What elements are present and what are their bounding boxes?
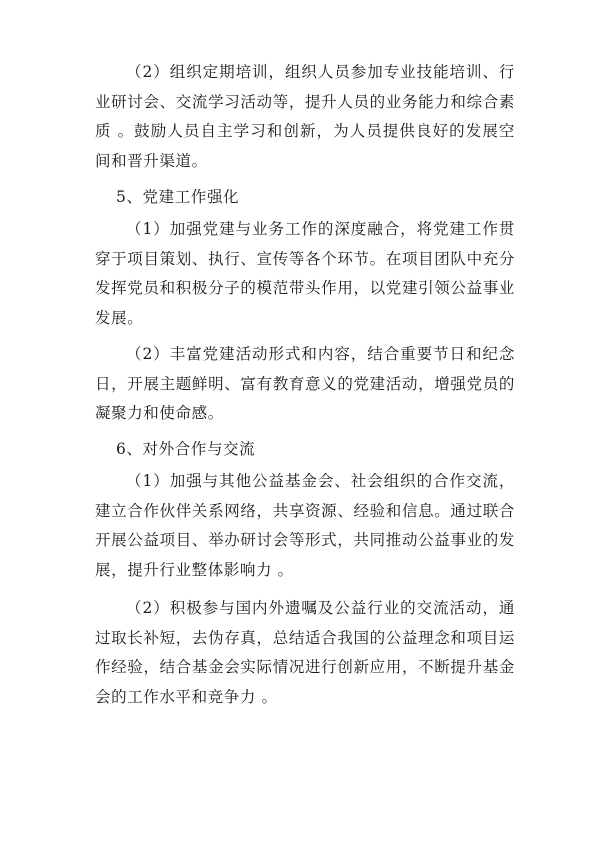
paragraph-training: （2）组织定期培训，组织人员参加专业技能培训、行业研讨会、交流学习活动等，提升人员的业务能力和综合素质 。鼓励人员自主学习和创新，为人员提供良好的发展空间和晋升渠道。 [95,63,515,170]
paragraph-party-integration: （1）加强党建与业务工作的深度融合，将党建工作贯穿于项目策划、执行、宣传等各个环节。在项目团队中充分发挥党员和积极分子的模范带头作用，以党建引领公益事业发展。 [95,220,515,327]
paragraph-party-activities: （2）丰富党建活动形式和内容，结合重要节日和纪念日，开展主题鲜明、富有教育意义的党建活动，增强党员的凝聚力和使命感。 [95,345,515,422]
paragraph-cooperation-network: （1）加强与其他公益基金会、社会组织的合作交流，建立合作伙伴关系网络，共享资源、经验和信息。通过联合开展公益项目、举办研讨会等形式，共同推动公益事业的发展，提升行业整体影响力 。 [95,472,515,579]
section-heading-external-cooperation: 6、对外合作与交流 [116,440,256,458]
paragraph-exchange-activities: （2）积极参与国内外遗嘱及公益行业的交流活动，通过取长补短，去伪存真，总结适合我国的公益理念和项目运作经验，结合基金会实际情况进行创新应用，不断提升基金会的工作水平和竞争力 。 [95,599,515,706]
section-heading-party-building: 5、党建工作强化 [116,188,240,206]
